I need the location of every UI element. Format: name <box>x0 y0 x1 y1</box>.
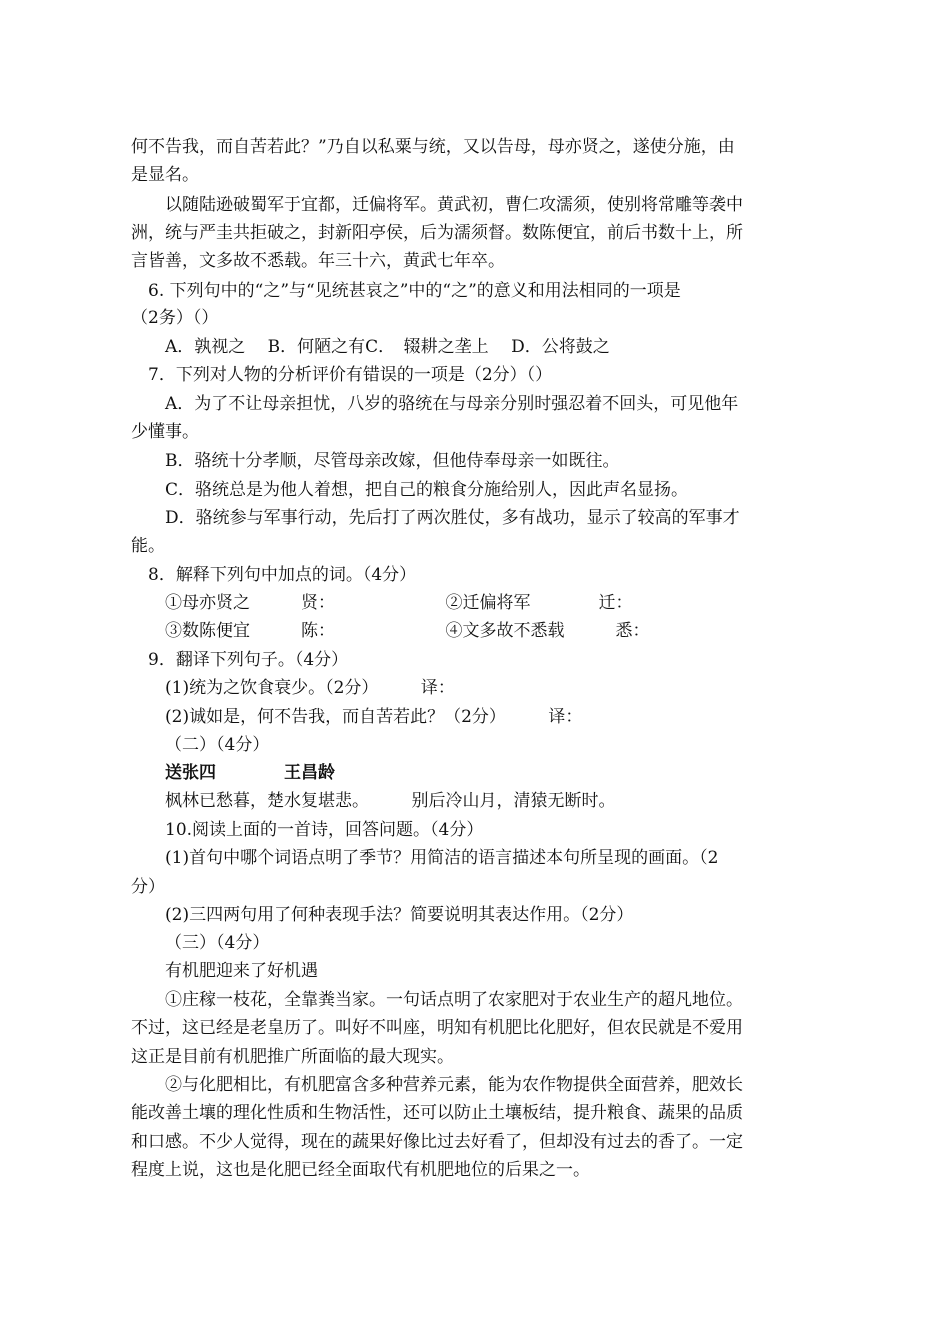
text-line: 和口感。不少人觉得，现在的蔬果好像比过去好看了，但却没有过去的香了。一定 <box>131 1132 743 1152</box>
question-8: 8．解释下列句中加点的词。（4分） <box>148 565 417 585</box>
option-c: C．骆统总是为他人着想，把自己的粮食分施给别人，因此声名显扬。 <box>165 480 689 500</box>
question-9-item-2: (2)诚如是，何不告我，而自苦若此？（2分） 译： <box>165 707 583 727</box>
text-line: 少懂事。 <box>131 422 199 442</box>
text-line: 洲，统与严圭共拒破之，封新阳亭侯，后为濡须督。数陈便宜，前后书数十上，所 <box>131 223 743 243</box>
section-heading-3: （三）（4分） <box>165 933 270 953</box>
text-line: 以随陆逊破蜀军于宜都，迁偏将军。黄武初，曹仁攻濡须，使别将常雕等袭中 <box>165 195 743 215</box>
paragraph-1: ①庄稼一枝花，全靠粪当家。一句话点明了农家肥对于农业生产的超凡地位。 <box>165 990 743 1010</box>
text-line: （2务）（） <box>131 308 219 328</box>
question-9: 9．翻译下列句子。（4分） <box>148 650 349 670</box>
question-8-items-1: ①母亦贤之 贤： ②迁偏将军 迁： <box>165 593 633 613</box>
paragraph-2: ②与化肥相比，有机肥富含多种营养元素，能为农作物提供全面营养，肥效长 <box>165 1075 743 1095</box>
option-d: D．骆统参与军事行动，先后打了两次胜仗，多有战功，显示了较高的军事才 <box>165 508 740 528</box>
question-10-item-2: (2)三四两句用了何种表现手法？简要说明其表达作用。（2分） <box>165 905 634 925</box>
question-10: 10.阅读上面的一首诗，回答问题。（4分） <box>165 820 484 840</box>
question-10-item-1: (1)首句中哪个词语点明了季节？用简洁的语言描述本句所呈现的画面。（2 <box>165 848 719 868</box>
text-line: 何不告我，而自苦若此？”乃自以私粟与统，又以告母，母亦贤之，遂使分施，由 <box>131 137 735 157</box>
text-line: 是显名。 <box>131 165 199 185</box>
poem-title: 送张四 王昌龄 <box>165 763 335 783</box>
option-a: A．为了不让母亲担忧，八岁的骆统在与母亲分别时强忍着不回头，可见他年 <box>165 394 739 414</box>
text-line: 这正是目前有机肥推广所面临的最大现实。 <box>131 1047 454 1067</box>
question-6: 6. 下列句中的“之”与“见统甚哀之”中的“之”的意义和用法相同的一项是 <box>148 281 681 301</box>
text-line: 能。 <box>131 536 165 556</box>
article-title: 有机肥迎来了好机遇 <box>165 961 318 981</box>
question-6-options: A．孰视之 B．何陋之有C． 辍耕之垄上 D．公将鼓之 <box>165 337 610 357</box>
poem-body: 枫林已愁暮，楚水复堪悲。 别后冷山月，清猿无断时。 <box>165 791 616 811</box>
text-line: 分） <box>131 877 165 897</box>
question-8-items-2: ③数陈便宜 陈： ④文多故不悉载 悉： <box>165 621 650 641</box>
text-line: 程度上说，这也是化肥已经全面取代有机肥地位的后果之一。 <box>131 1160 590 1180</box>
question-7: 7．下列对人物的分析评价有错误的一项是（2分）（） <box>148 365 553 385</box>
option-b: B．骆统十分孝顺，尽管母亲改嫁，但他侍奉母亲一如既往。 <box>165 451 620 471</box>
question-9-item-1: (1)统为之饮食衰少。（2分） 译： <box>165 678 455 698</box>
text-line: 能改善土壤的理化性质和生物活性，还可以防止土壤板结，提升粮食、蔬果的品质 <box>131 1103 743 1123</box>
section-heading-2: （二）（4分） <box>165 735 270 755</box>
text-line: 不过，这已经是老皇历了。叫好不叫座，明知有机肥比化肥好，但农民就是不爱用 <box>131 1018 743 1038</box>
text-line: 言皆善，文多故不悉载。年三十六，黄武七年卒。 <box>131 251 505 271</box>
